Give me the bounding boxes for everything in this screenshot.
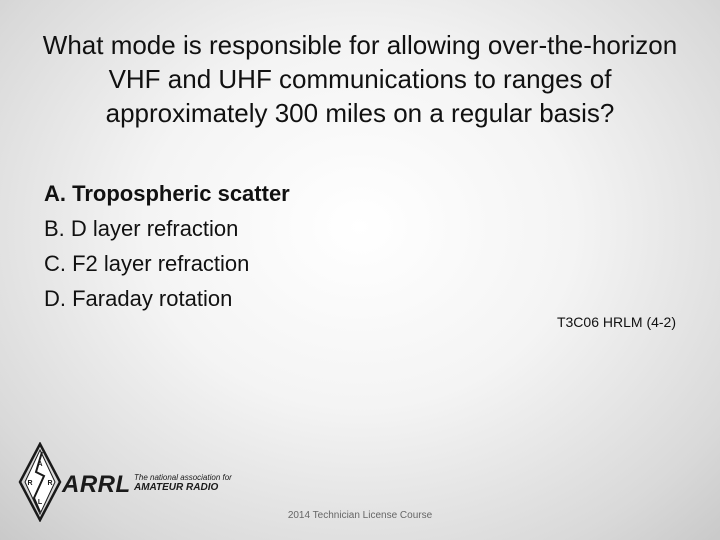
svg-text:R: R xyxy=(27,480,33,487)
question-text: What mode is responsible for allowing over-the-horizon VHF and UHF communications to ranges of approximately 300 miles on a regular basis? xyxy=(42,30,678,128)
answer-list xyxy=(44,176,494,316)
arrl-wordmark: ARRL xyxy=(62,471,131,498)
answer-a: A. Tropospheric scatter xyxy=(44,181,290,206)
footer xyxy=(0,510,720,521)
answer-c: C. F2 layer refraction xyxy=(44,251,250,276)
arrl-tagline-small: The national association for xyxy=(134,473,232,482)
arrl-tagline xyxy=(134,473,254,493)
question-reference: T3C06 HRLM (4-2) xyxy=(556,314,676,330)
svg-text:A: A xyxy=(37,461,43,468)
answer-d: D. Faraday rotation xyxy=(44,286,233,311)
svg-text:L: L xyxy=(37,499,43,506)
answer-b: B. D layer refraction xyxy=(44,216,239,241)
footer-course-name: 2014 Technician License Course xyxy=(287,510,433,521)
arrl-tagline-big: AMATEUR RADIO xyxy=(134,482,219,493)
svg-text:R: R xyxy=(47,480,53,487)
